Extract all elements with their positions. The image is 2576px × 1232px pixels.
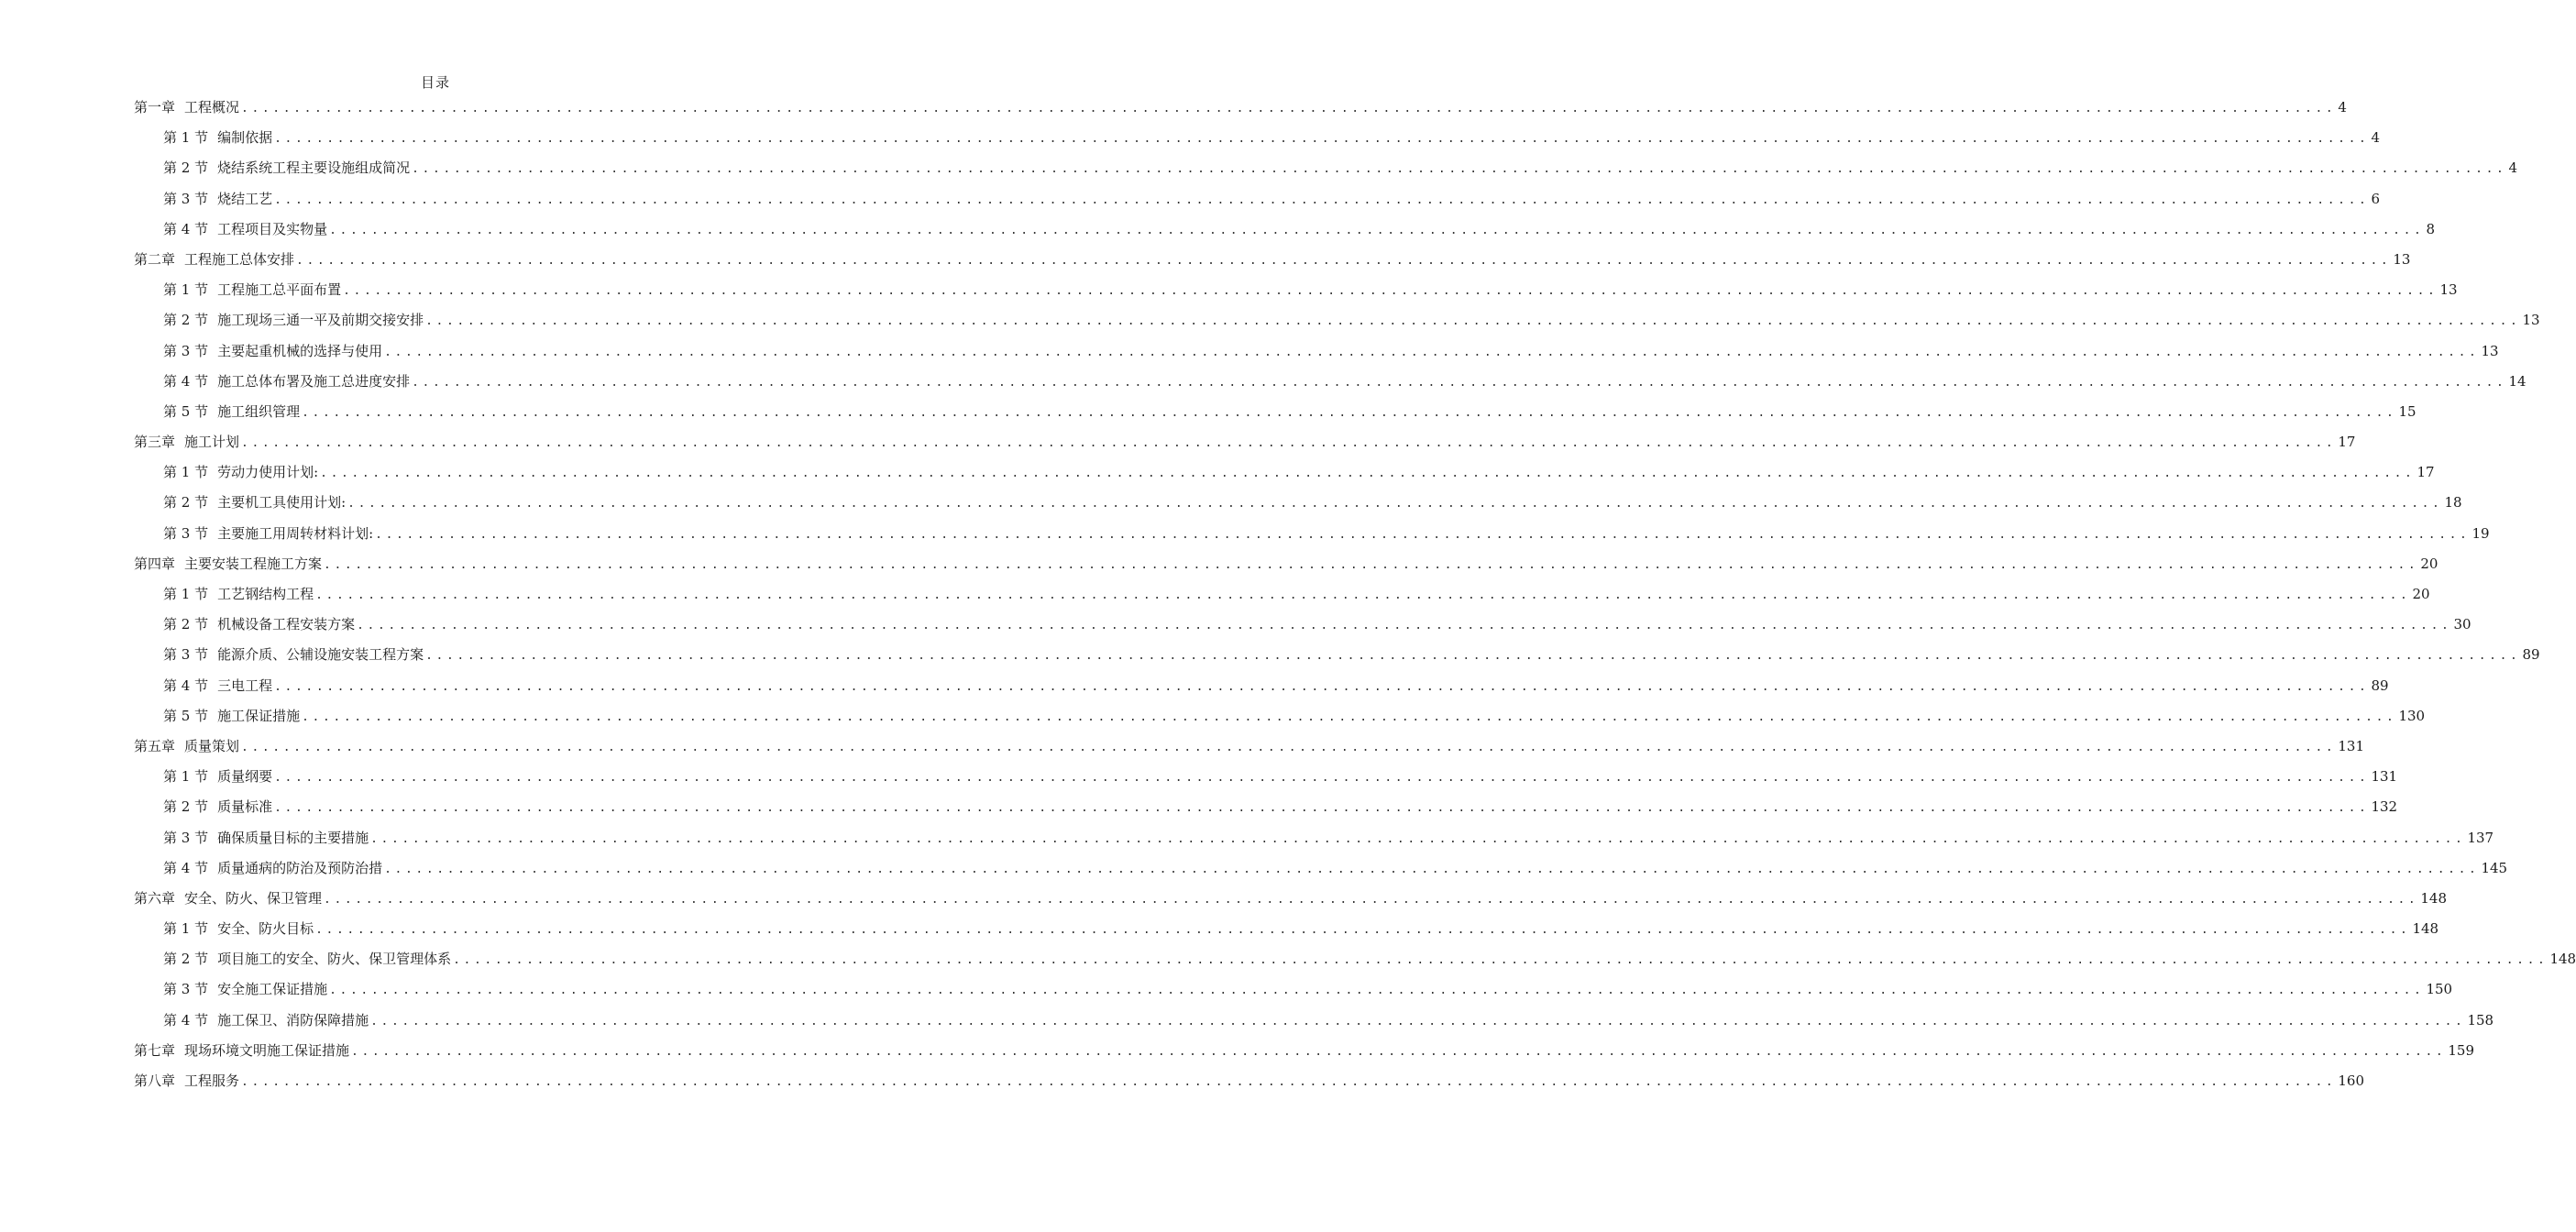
toc-entry-label <box>163 643 424 666</box>
toc-entry-title: 工艺钢结构工程 <box>217 586 314 602</box>
toc-entry-number: 第 2 节 <box>163 951 209 968</box>
toc-page-number: 4 <box>2338 99 2347 116</box>
toc-entry-number: 第 3 节 <box>163 646 209 664</box>
toc-section-entry[interactable] <box>134 490 2462 521</box>
toc-entry-label <box>163 460 318 484</box>
toc-entry-title: 工程概况 <box>184 99 240 116</box>
toc-entry-label <box>134 734 239 758</box>
toc-dot-leader: ........................................................................................................................................................................................................ <box>315 923 2411 938</box>
toc-entry-number: 第 2 节 <box>163 160 209 177</box>
toc-entry-title: 确保质量目标的主要措施 <box>217 829 369 846</box>
toc-entry-number: 第 1 节 <box>163 464 209 481</box>
toc-entry-label <box>163 490 346 514</box>
toc-entry-number: 第 3 节 <box>163 829 209 846</box>
toc-dot-leader: ........................................................................................................................................................................................................ <box>384 345 2480 359</box>
toc-entry-label <box>163 187 272 211</box>
toc-page-number: 145 <box>2481 859 2508 876</box>
toc-dot-leader: ........................................................................................................................................................................................................ <box>329 223 2425 237</box>
toc-chapter-entry[interactable] <box>134 1039 2475 1069</box>
toc-dot-leader: ........................................................................................................................................................................................................ <box>274 192 2370 207</box>
toc-page-number: 4 <box>2508 160 2517 177</box>
toc-entry-title: 主要机工具使用计划: <box>217 494 347 512</box>
toc-list <box>134 95 2576 1099</box>
toc-page-number: 19 <box>2471 524 2490 542</box>
toc-entry-title: 安全施工保证措施 <box>217 981 328 998</box>
toc-dot-leader: ........................................................................................................................................................................................................ <box>241 740 2337 754</box>
toc-chapter-entry[interactable] <box>134 430 2356 460</box>
toc-dot-leader: ........................................................................................................................................................................................................ <box>302 405 2397 420</box>
toc-section-entry[interactable] <box>134 156 2517 186</box>
toc-entry-number: 第 4 节 <box>163 676 209 694</box>
toc-section-entry[interactable] <box>134 764 2398 795</box>
toc-chapter-entry[interactable] <box>134 1069 2365 1099</box>
toc-page-number: 13 <box>2393 250 2411 268</box>
toc-entry-number: 第 2 节 <box>163 616 209 633</box>
toc-page-number: 18 <box>2444 494 2462 512</box>
toc-entry-label <box>163 278 341 302</box>
toc-section-entry[interactable] <box>134 977 2453 1007</box>
toc-section-entry[interactable] <box>134 400 2416 430</box>
toc-section-entry[interactable] <box>134 308 2540 338</box>
toc-entry-title: 工程服务 <box>184 1072 240 1089</box>
toc-entry-label <box>163 947 451 971</box>
toc-page-number: 4 <box>2371 129 2380 147</box>
toc-dot-leader: ........................................................................................................................................................................................................ <box>329 984 2425 998</box>
toc-entry-number: 第 4 节 <box>163 1011 209 1028</box>
toc-entry-title: 工程项目及实物量 <box>217 220 328 237</box>
toc-entry-title: 能源介质、公辅设施安装工程方案 <box>217 646 424 664</box>
toc-entry-title: 安全、防火、保卫管理 <box>184 889 323 907</box>
toc-entry-label <box>163 582 314 606</box>
toc-entry-title: 主要施工用周转材料计划: <box>217 524 374 542</box>
toc-dot-leader: ........................................................................................................................................................................................................ <box>324 557 2419 572</box>
toc-dot-leader: ........................................................................................................................................................................................................ <box>320 467 2416 481</box>
toc-entry-label <box>163 917 314 940</box>
toc-chapter-entry[interactable] <box>134 886 2448 917</box>
toc-page-number: 132 <box>2371 798 2398 816</box>
toc-dot-leader: ........................................................................................................................................................................................................ <box>241 102 2337 116</box>
toc-entry-number: 第二章 <box>134 250 176 268</box>
toc-entry-label <box>163 1008 369 1032</box>
toc-entry-number: 第 4 节 <box>163 859 209 876</box>
toc-chapter-entry[interactable] <box>134 552 2438 582</box>
toc-section-entry[interactable] <box>134 1008 2494 1039</box>
toc-entry-title: 烧结工艺 <box>217 190 273 207</box>
toc-dot-leader: ........................................................................................................................................................................................................ <box>274 801 2370 816</box>
toc-page-number: 13 <box>2481 342 2499 359</box>
toc-entry-title: 工程施工总体安排 <box>184 250 295 268</box>
toc-entry-number: 第 4 节 <box>163 220 209 237</box>
toc-entry-label <box>163 217 327 241</box>
toc-dot-leader: ........................................................................................................................................................................................................ <box>425 314 2521 329</box>
toc-entry-title: 劳动力使用计划: <box>217 464 319 481</box>
toc-section-entry[interactable] <box>134 674 2389 704</box>
toc-entry-title: 施工计划 <box>184 434 240 451</box>
toc-page-number: 13 <box>2522 312 2540 329</box>
toc-entry-title: 安全、防火目标 <box>217 920 314 938</box>
toc-section-entry[interactable] <box>134 187 2380 217</box>
toc-entry-label <box>134 95 239 119</box>
toc-section-entry[interactable] <box>134 126 2380 156</box>
toc-entry-label <box>163 764 272 788</box>
toc-entry-number: 第 2 节 <box>163 494 209 512</box>
toc-dot-leader: ........................................................................................................................................................................................................ <box>274 132 2370 147</box>
toc-entry-title: 质量纲要 <box>217 768 273 786</box>
toc-entry-label <box>134 886 322 910</box>
toc-dot-leader: ........................................................................................................................................................................................................ <box>412 162 2507 177</box>
toc-entry-title: 主要安装工程施工方案 <box>184 555 323 572</box>
toc-entry-title: 施工总体布署及施工总进度安排 <box>217 372 411 390</box>
toc-dot-leader: ........................................................................................................................................................................................................ <box>370 831 2466 846</box>
toc-entry-title: 施工保卫、消防保障措施 <box>217 1011 369 1028</box>
toc-dot-leader: ........................................................................................................................................................................................................ <box>302 710 2397 724</box>
toc-entry-label <box>134 552 322 576</box>
toc-dot-leader: ........................................................................................................................................................................................................ <box>453 953 2548 968</box>
toc-entry-number: 第 1 节 <box>163 920 209 938</box>
toc-entry-label <box>163 369 410 393</box>
toc-section-entry[interactable] <box>134 369 2526 400</box>
toc-page-number: 20 <box>2412 586 2430 602</box>
toc-entry-number: 第八章 <box>134 1072 176 1089</box>
toc-page-number: 15 <box>2398 402 2416 420</box>
toc-page-number: 8 <box>2426 220 2435 237</box>
toc-dot-leader: ........................................................................................................................................................................................................ <box>296 253 2392 268</box>
toc-page-number: 150 <box>2426 981 2453 998</box>
toc-page-number: 130 <box>2398 707 2426 724</box>
toc-entry-number: 第 1 节 <box>163 129 209 147</box>
toc-entry-title: 质量标准 <box>217 798 273 816</box>
toc-section-entry[interactable] <box>134 339 2499 369</box>
toc-entry-label <box>134 248 294 271</box>
toc-entry-label <box>163 674 272 698</box>
toc-entry-label <box>163 795 272 819</box>
toc-section-entry[interactable] <box>134 217 2435 248</box>
toc-entry-label <box>163 704 300 728</box>
toc-page-number: 6 <box>2371 190 2380 207</box>
toc-dot-leader: ........................................................................................................................................................................................................ <box>370 1014 2466 1028</box>
toc-dot-leader: ........................................................................................................................................................................................................ <box>241 436 2337 451</box>
toc-entry-title: 质量策划 <box>184 737 240 754</box>
toc-entry-number: 第 5 节 <box>163 707 209 724</box>
toc-entry-label <box>163 977 327 1001</box>
toc-section-entry[interactable] <box>134 826 2494 856</box>
toc-entry-title: 烧结系统工程主要设施组成简况 <box>217 160 411 177</box>
toc-entry-number: 第 2 节 <box>163 798 209 816</box>
toc-dot-leader: ........................................................................................................................................................................................................ <box>347 497 2443 512</box>
toc-page-number: 30 <box>2453 616 2471 633</box>
toc-dot-leader: ........................................................................................................................................................................................................ <box>241 1075 2337 1089</box>
toc-entry-label <box>163 126 272 149</box>
toc-entry-number: 第 3 节 <box>163 190 209 207</box>
toc-page-number: 158 <box>2467 1011 2494 1028</box>
toc-page-number: 137 <box>2467 829 2494 846</box>
toc-entry-title: 工程施工总平面布置 <box>217 281 342 299</box>
toc-entry-number: 第 4 节 <box>163 372 209 390</box>
toc-chapter-entry[interactable] <box>134 248 2411 278</box>
toc-page-number: 13 <box>2439 281 2458 299</box>
toc-entry-title: 机械设备工程安装方案 <box>217 616 356 633</box>
toc-entry-label <box>163 308 424 332</box>
toc-page-number: 131 <box>2338 737 2365 754</box>
toc-entry-title: 三电工程 <box>217 676 273 694</box>
toc-dot-leader: ........................................................................................................................................................................................................ <box>274 679 2370 694</box>
toc-page-number: 89 <box>2522 646 2540 664</box>
toc-entry-title: 施工保证措施 <box>217 707 301 724</box>
toc-entry-number: 第七章 <box>134 1041 176 1059</box>
toc-section-entry[interactable] <box>134 460 2435 490</box>
toc-dot-leader: ........................................................................................................................................................................................................ <box>357 619 2452 633</box>
toc-entry-title: 施工组织管理 <box>217 402 301 420</box>
toc-entry-number: 第四章 <box>134 555 176 572</box>
toc-entry-number: 第六章 <box>134 889 176 907</box>
toc-section-entry[interactable] <box>134 278 2458 308</box>
toc-chapter-entry[interactable] <box>134 95 2347 126</box>
toc-entry-title: 施工现场三通一平及前期交接安排 <box>217 312 424 329</box>
toc-dot-leader: ........................................................................................................................................................................................................ <box>412 375 2507 390</box>
toc-dot-leader: ........................................................................................................................................................................................................ <box>425 649 2521 664</box>
toc-entry-number: 第五章 <box>134 737 176 754</box>
toc-dot-leader: ........................................................................................................................................................................................................ <box>274 771 2370 786</box>
toc-page-number: 148 <box>2412 920 2439 938</box>
toc-entry-number: 第 2 节 <box>163 312 209 329</box>
toc-section-entry[interactable] <box>134 612 2471 643</box>
toc-entry-label <box>163 522 373 545</box>
toc-page-number: 17 <box>2338 434 2356 451</box>
toc-entry-title: 编制依据 <box>217 129 273 147</box>
toc-entry-title: 质量通病的防治及预防治措 <box>217 859 383 876</box>
toc-entry-number: 第 5 节 <box>163 402 209 420</box>
toc-section-entry[interactable] <box>134 795 2398 825</box>
toc-section-entry[interactable] <box>134 947 2576 977</box>
toc-dot-leader: ........................................................................................................................................................................................................ <box>351 1044 2447 1059</box>
toc-entry-label <box>163 826 369 850</box>
toc-page-number: 20 <box>2420 555 2438 572</box>
toc-section-entry[interactable] <box>134 856 2508 886</box>
toc-entry-number: 第一章 <box>134 99 176 116</box>
toc-page-number: 131 <box>2371 768 2398 786</box>
toc-entry-title: 主要起重机械的选择与使用 <box>217 342 383 359</box>
toc-entry-number: 第 3 节 <box>163 981 209 998</box>
toc-page-number: 159 <box>2448 1041 2475 1059</box>
toc-entry-number: 第 1 节 <box>163 281 209 299</box>
toc-page-number: 148 <box>2420 889 2448 907</box>
toc-entry-label <box>134 1039 349 1062</box>
toc-section-entry[interactable] <box>134 643 2540 673</box>
toc-dot-leader: ........................................................................................................................................................................................................ <box>375 527 2471 542</box>
toc-entry-number: 第 1 节 <box>163 586 209 602</box>
toc-page-number: 160 <box>2338 1072 2365 1089</box>
toc-page-number: 89 <box>2371 676 2389 694</box>
toc-entry-title: 项目施工的安全、防火、保卫管理体系 <box>217 951 452 968</box>
toc-entry-number: 第 1 节 <box>163 768 209 786</box>
toc-dot-leader: ........................................................................................................................................................................................................ <box>384 862 2480 876</box>
toc-entry-label <box>163 612 355 636</box>
toc-section-entry[interactable] <box>134 917 2439 947</box>
toc-chapter-entry[interactable] <box>134 734 2365 764</box>
toc-page-number: 148 <box>2549 951 2576 968</box>
toc-entry-label <box>163 856 382 880</box>
toc-page-number: 14 <box>2508 372 2526 390</box>
toc-title: 目录 <box>420 74 450 91</box>
toc-page-number: 17 <box>2416 464 2435 481</box>
toc-entry-label <box>134 430 239 454</box>
toc-entry-number: 第三章 <box>134 434 176 451</box>
toc-entry-label <box>163 339 382 363</box>
toc-section-entry[interactable] <box>134 522 2490 552</box>
toc-entry-number: 第 3 节 <box>163 524 209 542</box>
toc-entry-label <box>163 400 300 424</box>
toc-section-entry[interactable] <box>134 582 2430 612</box>
toc-entry-label <box>163 156 410 180</box>
toc-dot-leader: ........................................................................................................................................................................................................ <box>324 892 2419 907</box>
toc-dot-leader: ........................................................................................................................................................................................................ <box>343 284 2438 299</box>
toc-dot-leader: ........................................................................................................................................................................................................ <box>315 588 2411 602</box>
toc-entry-label <box>134 1069 239 1093</box>
toc-section-entry[interactable] <box>134 704 2426 734</box>
toc-entry-title: 现场环境文明施工保证措施 <box>184 1041 350 1059</box>
toc-entry-number: 第 3 节 <box>163 342 209 359</box>
